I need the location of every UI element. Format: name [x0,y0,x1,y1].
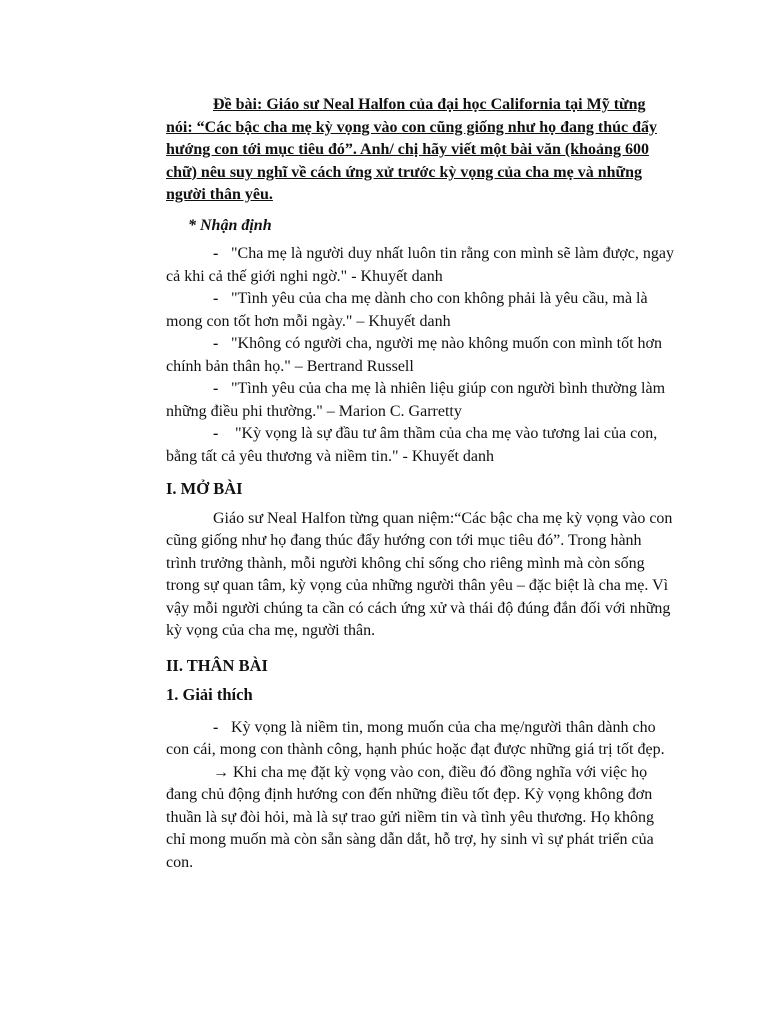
quote-item [166,288,674,333]
consequence-paragraph: → Khi cha mẹ đặt kỳ vọng vào con, điều đó đồng nghĩa với việc họ đang chủ động định hướng con đến những điều tốt đẹp. Kỳ vọng không đơn thuần là sự đòi hỏi, mà là sự trao gửi niềm tin và tình yêu thương. Họ không chỉ mong muốn mà còn sẵn sàng dẫn dắt, hỗ trợ, hy sinh vì sự phát triển của con. [166,763,654,871]
dash-marker: - [213,290,219,307]
quote-item [166,378,674,423]
quote-item [166,333,674,378]
section-heading-than-bai: II. THÂN BÀI [166,655,268,675]
essay-prompt: Đề bài: Giáo sư Neal Halfon của đại học California tại Mỹ từng nói: “Các bậc cha mẹ kỳ vọng vào con cũng giống như họ đang thúc đẩy hướng con tới mục tiêu đó”. Anh/ chị hãy viết một bài văn (khoảng 600 chữ) nêu suy nghĩ về cách ứng xử trước kỳ vọng của cha mẹ và những người thân yêu. [166,96,658,203]
dash-marker: - [213,245,219,262]
dash-marker: - [213,335,219,352]
document-page [166,94,674,874]
definition-text: Kỳ vọng là niềm tin, mong muốn của cha mẹ/người thân dành cho con cái, mong con thành công, hạnh phúc hoặc đạt được những giá trị tốt đẹp. [166,718,665,758]
nhan-dinh-heading: * Nhận định [188,216,272,234]
quote-text: "Tình yêu của cha mẹ là nhiên liệu giúp con người bình thường làm những điều phi thường." – Marion C. Garretty [166,380,666,420]
quote-text: "Không có người cha, người mẹ nào không muốn con mình tốt hơn chính bản thân họ." – Bertrand Russell [166,335,662,375]
quote-text: "Cha mẹ là người duy nhất luôn tin rằng con mình sẽ làm được, ngay cả khi cả thế giới nghi ngờ." - Khuyết danh [166,245,674,285]
section-heading-mo-bai: I. MỞ BÀI [166,479,243,498]
quote-item [166,423,674,468]
mo-bai-paragraph: Giáo sư Neal Halfon từng quan niệm:“Các bậc cha mẹ kỳ vọng vào con cũng giống như họ đang thúc đẩy hướng con tới mục tiêu đó”. Trong hành trình trưởng thành, mỗi người không chỉ sống cho riêng mình mà còn sống trong sự quan tâm, kỳ vọng của những người thân yêu – đặc biệt là cha mẹ. Vì vậy mỗi người chúng ta cần có cách ứng xử và thái độ đúng đắn đối với những kỳ vọng của cha mẹ, người thân. [166,509,673,639]
dash-marker: - [213,425,219,442]
dash-marker: - [213,380,219,397]
subsection-heading-giai-thich: 1. Giải thích [166,685,253,704]
quotes-list [166,243,674,468]
definition-paragraph [166,717,674,762]
dash-marker: - [213,718,219,736]
quote-item [166,243,674,288]
quote-text: "Kỳ vọng là sự đầu tư âm thầm của cha mẹ vào tương lai của con, bằng tất cả yêu thương và niềm tin." - Khuyết danh [166,425,658,465]
quote-text: "Tình yêu của cha mẹ dành cho con không phải là yêu cầu, mà là mong con tốt hơn mỗi ngày." – Khuyết danh [166,290,648,330]
